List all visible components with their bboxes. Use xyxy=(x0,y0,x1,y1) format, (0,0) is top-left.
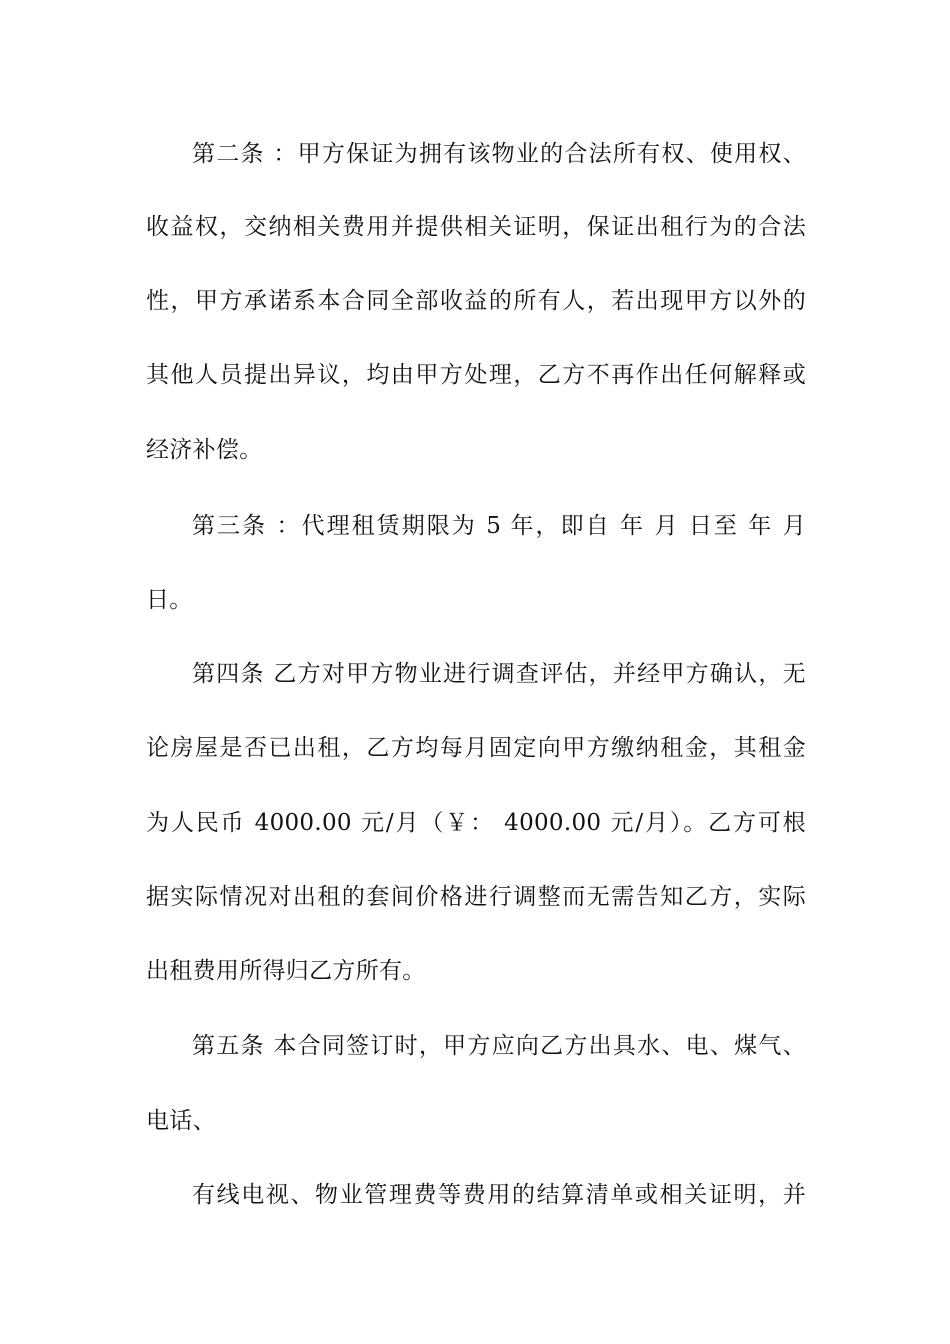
article-2-line-2: 收益权，交纳相关费用并提供相关证明，保证出租行为的合法 xyxy=(146,214,806,240)
article-2-line-5: 经济补偿。 xyxy=(146,437,263,463)
article-2-line-1: 第二条 ：甲方保证为拥有该物业的合法所有权、使用权、 xyxy=(192,141,806,167)
article-4-line-2: 论房屋是否已出租，乙方均每月固定向甲方缴纳租金，其租金 xyxy=(146,735,806,761)
article-5-line-2: 电话、 xyxy=(146,1108,216,1134)
article-5-line-3: 有线电视、物业管理费等费用的结算清单或相关证明，并 xyxy=(192,1182,806,1208)
article-4-line-1: 第四条 乙方对甲方物业进行调查评估，并经甲方确认，无 xyxy=(192,661,806,687)
article-3-line-1: 第三条 ：代理租赁期限为 5 年，即自 年 月 日至 年 月 xyxy=(192,513,806,539)
article-3-line-2: 日。 xyxy=(146,587,193,613)
article-4-line-4: 据实际情况对出租的套间价格进行调整而无需告知乙方，实际 xyxy=(146,884,806,910)
article-5-line-1: 第五条 本合同签订时，甲方应向乙方出具水、电、煤气、 xyxy=(192,1033,806,1059)
article-4-line-3: 为人民币 4000.00 元/月（￥： 4000.00 元/月）。乙方可根 xyxy=(146,810,806,836)
article-4-line-5: 出租费用所得归乙方所有。 xyxy=(146,958,426,984)
article-2-line-4: 其他人员提出异议，均由甲方处理，乙方不再作出任何解释或 xyxy=(146,362,806,388)
article-2-line-3: 性，甲方承诺系本合同全部收益的所有人，若出现甲方以外的 xyxy=(146,288,806,314)
